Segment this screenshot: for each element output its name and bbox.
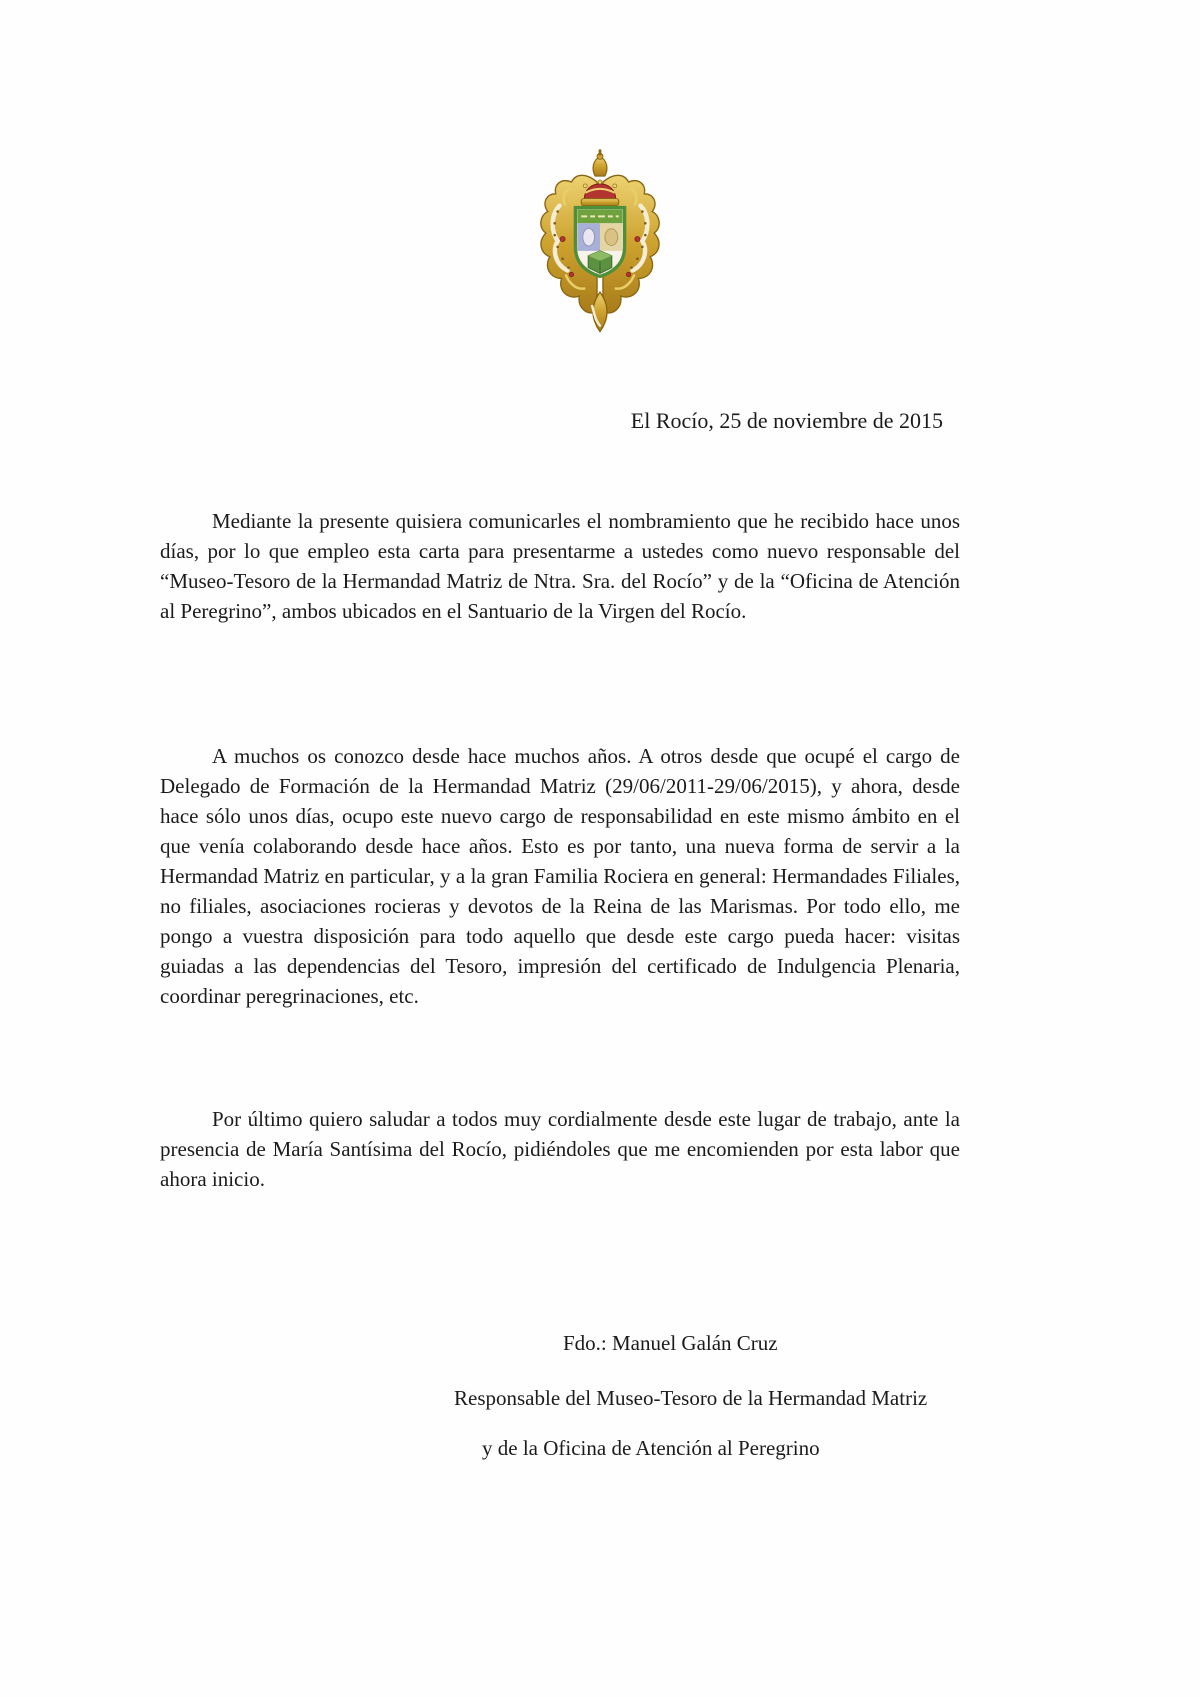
signature-title-line-2: y de la Oficina de Atención al Peregrino <box>482 1436 820 1460</box>
letter-paragraph-1: Mediante la presente quisiera comunicarles el nombramiento que he recibido hace unos días, por lo que empleo esta carta para presentarme a ustedes como nuevo responsable del “Museo-Tesoro de la Hermandad Matriz de Ntra. Sra. del Rocío” y de la “Oficina de Atención al Peregrino”, ambos ubicados en el Santuario de la Virgen del Rocío. <box>160 509 960 623</box>
letter-paragraph-2: A muchos os conozco desde hace muchos años. A otros desde que ocupé el cargo de Delegado de Formación de la Hermandad Matriz (29/06/2011-29/06/2015), y ahora, desde hace sólo unos días, ocupo este nuevo cargo de responsabilidad en este mismo ámbito en el que venía colaborando desde hace años. Esto es por tanto, una nueva forma de servir a la Hermandad Matriz en particular, y a la gran Familia Rociera en general: Hermandades Filiales, no filiales, asociaciones rocieras y devotos de la Reina de las Marismas. Por todo ello, me pongo a vuestra disposición para todo aquello que desde este cargo pueda hacer: visitas guiadas a las dependencias del Tesoro, impresión del certificado de Indulgencia Plenaria, coordinar peregrinaciones, etc. <box>160 744 960 1008</box>
letter-paragraph-3: Por último quiero saludar a todos muy cordialmente desde este lugar de trabajo, ante la presencia de María Santísima del Rocío, pidiéndoles que me encomienden por esta labor que ahora inicio. <box>160 1107 960 1191</box>
crest-icon <box>536 148 664 336</box>
hermandad-crest-emblem <box>536 148 664 336</box>
signature-name: Fdo.: Manuel Galán Cruz <box>563 1331 778 1355</box>
signature-title-line-1: Responsable del Museo-Tesoro de la Hermandad Matriz <box>454 1386 928 1410</box>
letter-date: El Rocío, 25 de noviembre de 2015 <box>630 408 943 433</box>
